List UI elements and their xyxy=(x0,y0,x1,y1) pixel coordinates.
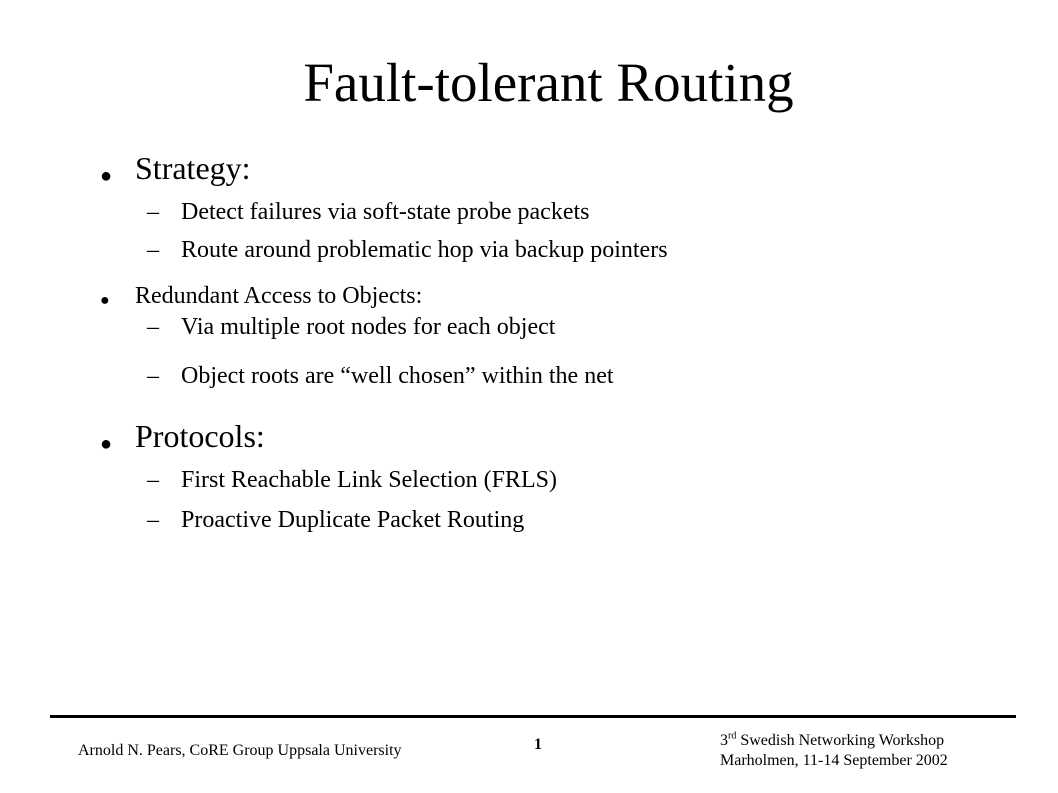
sub-bullet-proactive-text: Proactive Duplicate Packet Routing xyxy=(181,507,525,533)
sub-bullet-multiple-roots-text: Via multiple root nodes for each object xyxy=(181,314,556,340)
workshop-ordinal: 3 xyxy=(720,732,728,749)
slide-title: Fault-tolerant Routing xyxy=(303,52,794,113)
dash-icon: – xyxy=(147,507,159,533)
footer-divider xyxy=(50,715,1016,718)
sub-bullet-well-chosen-text: Object roots are “well chosen” within the net xyxy=(181,363,614,389)
sub-bullet-route-text: Route around problematic hop via backup pointers xyxy=(181,237,668,263)
dash-icon: – xyxy=(147,363,159,389)
footer-workshop xyxy=(720,731,948,771)
workshop-name: Swedish Networking Workshop xyxy=(736,732,945,749)
bullet-redundant-access-label: Redundant Access to Objects: xyxy=(135,283,423,309)
bullet-dot-icon: ● xyxy=(100,292,110,309)
footer-workshop-location-date: Marholmen, 11-14 September 2002 xyxy=(720,752,948,769)
page-number: 1 xyxy=(534,736,542,753)
dash-icon: – xyxy=(147,314,159,340)
bullet-protocols-label: Protocols: xyxy=(135,418,265,454)
footer-author: Arnold N. Pears, CoRE Group Uppsala University xyxy=(78,742,402,759)
dash-icon: – xyxy=(147,237,159,263)
dash-icon: – xyxy=(147,467,159,493)
sub-bullet-detect-text: Detect failures via soft-state probe packets xyxy=(181,199,590,225)
bullet-strategy-label: Strategy: xyxy=(135,150,251,186)
workshop-ordinal-suffix: rd xyxy=(728,730,737,742)
footer-workshop-name xyxy=(720,731,948,751)
sub-bullet-frls-text: First Reachable Link Selection (FRLS) xyxy=(181,467,557,493)
bullet-dot-icon: ● xyxy=(100,165,113,187)
dash-icon: – xyxy=(147,199,159,225)
bullet-dot-icon: ● xyxy=(100,433,113,455)
